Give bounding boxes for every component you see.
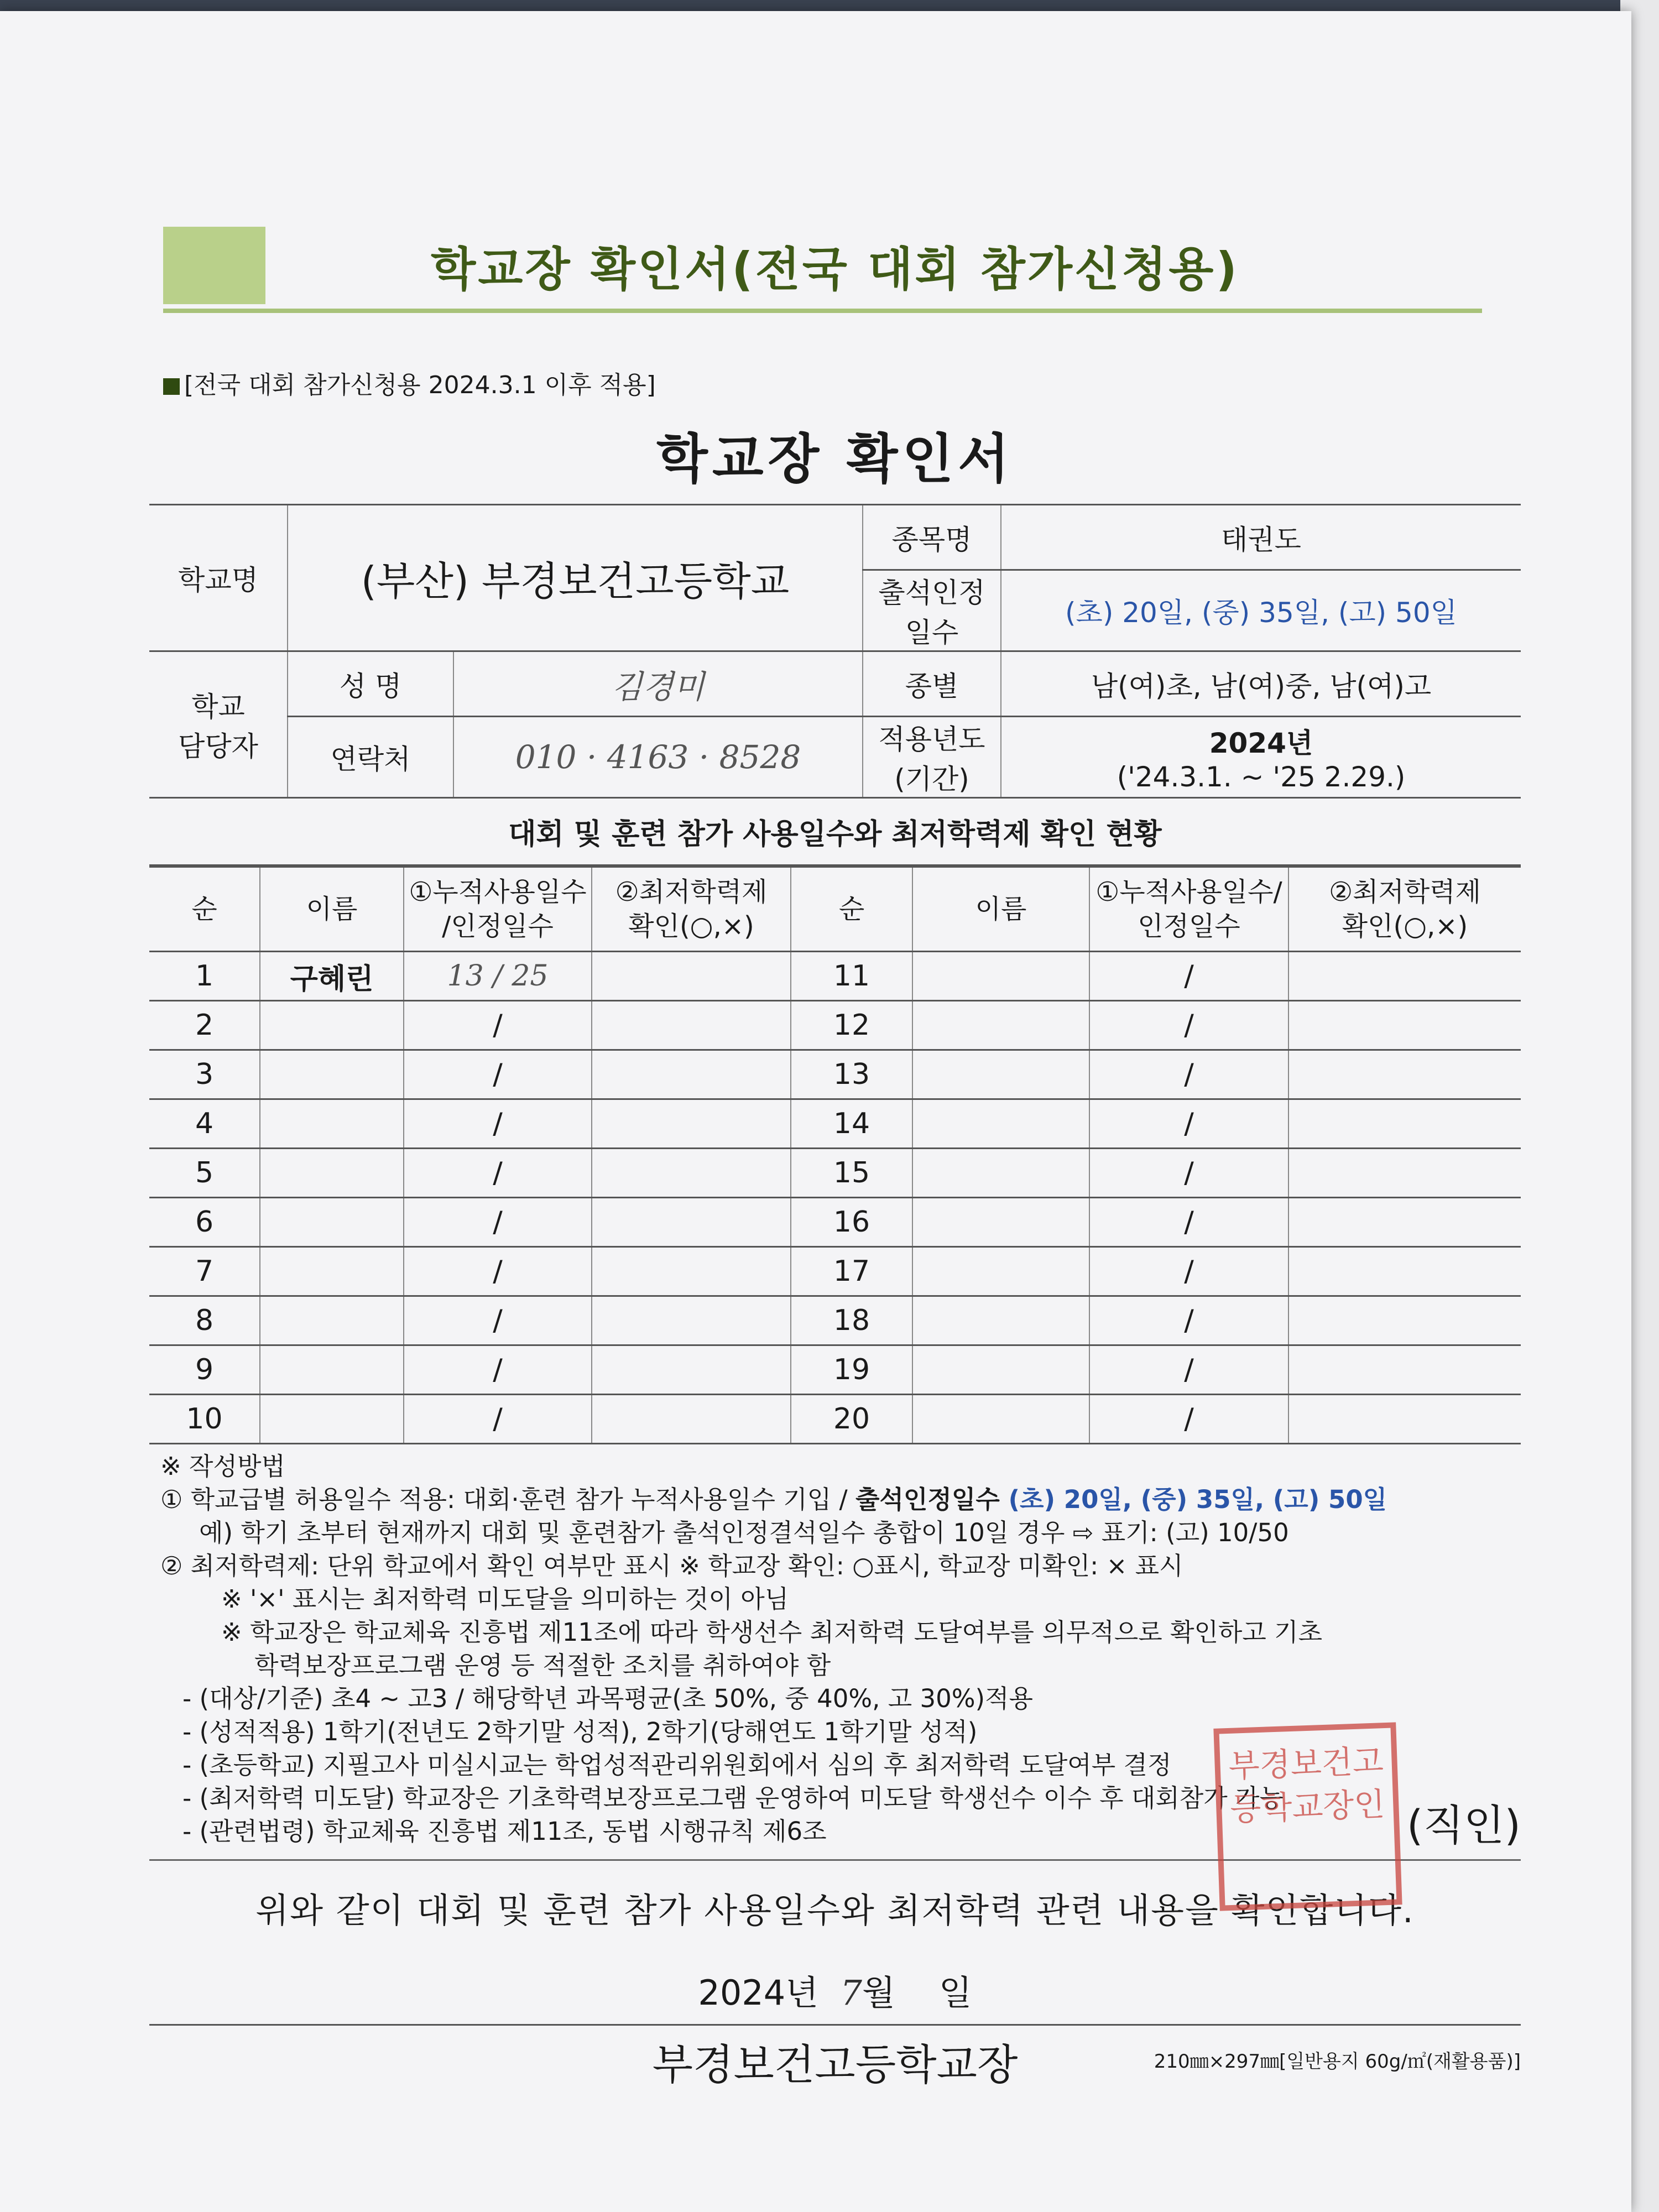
header-check — [592, 867, 791, 952]
detail-4: - (최저학력 미도달) 학교장은 기초학력보장프로그램 운영하여 미도달 학생선수 이수 후 대회참가 가능 — [182, 1783, 1284, 1813]
row-check[interactable] — [592, 1395, 791, 1444]
row-check-right[interactable] — [1288, 1050, 1521, 1099]
attendance-value: (초) 20일, (중) 35일, (고) 50일 — [1001, 570, 1521, 651]
date-line — [149, 1965, 1521, 2015]
bottom-rule — [149, 2024, 1521, 2026]
row-days[interactable]: / — [404, 1050, 592, 1099]
seal-label: (직인) — [1406, 1801, 1521, 1850]
row-days[interactable]: / — [404, 1247, 592, 1296]
row-days-right[interactable]: / — [1089, 1198, 1288, 1247]
phone-label: 연락처 — [288, 717, 453, 798]
row-no: 4 — [149, 1099, 260, 1149]
row-name-right[interactable] — [912, 1296, 1089, 1345]
row-name-right[interactable] — [912, 1050, 1089, 1099]
table-row — [149, 1198, 1521, 1247]
row-no-right: 13 — [791, 1050, 912, 1099]
year-label-line2: (기간) — [894, 763, 969, 795]
year-value-year: 2024년 — [1209, 727, 1313, 759]
row-name-right[interactable] — [912, 952, 1089, 1001]
row-no: 10 — [149, 1395, 260, 1444]
school-name: (부산) 부경보건고등학교 — [288, 505, 863, 651]
header-days — [404, 867, 592, 952]
header-check-right-line1: ②최저학력제 — [1329, 877, 1481, 907]
row-days-right[interactable]: / — [1089, 1247, 1288, 1296]
row-check-right[interactable] — [1288, 1395, 1521, 1444]
row-no-right: 20 — [791, 1395, 912, 1444]
row-check-right[interactable] — [1288, 1001, 1521, 1050]
header-check-line2: 확인(○,×) — [628, 911, 754, 942]
row-no: 1 — [149, 952, 260, 1001]
row-no-right: 14 — [791, 1099, 912, 1149]
row-days-right[interactable]: / — [1089, 952, 1288, 1001]
row-name[interactable] — [260, 1149, 404, 1198]
instruction-1 — [160, 1483, 1521, 1516]
header-days-right-line1: ①누적사용일수/ — [1095, 877, 1282, 907]
name-label: 성 명 — [288, 651, 453, 717]
row-days-right[interactable]: / — [1089, 1345, 1288, 1395]
contact-label-line2: 담당자 — [178, 731, 258, 763]
attendance-label — [863, 570, 1001, 651]
date-day-label: 일 — [938, 1973, 972, 2013]
document-paper — [0, 11, 1631, 2212]
row-days-right[interactable]: / — [1089, 1296, 1288, 1345]
square-bullet-icon — [163, 378, 180, 395]
row-no: 7 — [149, 1247, 260, 1296]
row-check-right[interactable] — [1288, 1345, 1521, 1395]
row-days-right[interactable]: / — [1089, 1001, 1288, 1050]
row-no-right: 12 — [791, 1001, 912, 1050]
row-name[interactable] — [260, 1198, 404, 1247]
row-no-right: 15 — [791, 1149, 912, 1198]
header-days-line2: /인정일수 — [442, 911, 554, 942]
row-days[interactable]: / — [404, 1099, 592, 1149]
row-check-right[interactable] — [1288, 1099, 1521, 1149]
instructions-heading: ※ 작성방법 — [160, 1452, 285, 1481]
header-days-right-line2: 인정일수 — [1138, 911, 1240, 942]
header-no: 순 — [149, 867, 260, 952]
instruction-2: ② 최저학력제: 단위 학교에서 확인 여부만 표시 ※ 학교장 확인: ○표시, 학교장 미확인: × 표시 — [160, 1551, 1183, 1580]
row-name-right[interactable] — [912, 1001, 1089, 1050]
event-label: 종목명 — [863, 505, 1001, 570]
row-check-right[interactable] — [1288, 1247, 1521, 1296]
table-row — [149, 952, 1521, 1001]
year-value — [1001, 717, 1521, 798]
table-row — [149, 1099, 1521, 1149]
instruction-1-bold: 출석인정일수 — [855, 1485, 1000, 1514]
row-no-right: 18 — [791, 1296, 912, 1345]
detail-2: - (성적적용) 1학기(전년도 2학기말 성적), 2학기(당해연도 1학기말 성적) — [182, 1717, 978, 1746]
row-check-right[interactable] — [1288, 1198, 1521, 1247]
row-days-right[interactable]: / — [1089, 1050, 1288, 1099]
row-check[interactable] — [592, 1050, 791, 1099]
header-name: 이름 — [260, 867, 404, 952]
row-days[interactable]: / — [404, 1001, 592, 1050]
date-year: 2024년 — [698, 1973, 819, 2013]
row-no: 6 — [149, 1198, 260, 1247]
year-label — [863, 717, 1001, 798]
row-no: 3 — [149, 1050, 260, 1099]
row-no: 2 — [149, 1001, 260, 1050]
detail-5: - (관련법령) 학교체육 진흥법 제11조, 동법 시행규칙 제6조 — [182, 1817, 827, 1846]
attendance-label-line1: 출석인정 — [878, 577, 985, 609]
row-name-right[interactable] — [912, 1099, 1089, 1149]
row-days-right[interactable]: / — [1089, 1099, 1288, 1149]
table-row — [149, 1296, 1521, 1345]
category-label: 종별 — [863, 651, 1001, 717]
row-check-right[interactable] — [1288, 952, 1521, 1001]
header-no-right: 순 — [791, 867, 912, 952]
row-name-right[interactable] — [912, 1149, 1089, 1198]
header-days-right — [1089, 867, 1288, 952]
date-month[interactable]: 7 — [840, 1973, 862, 2013]
row-check-right[interactable] — [1288, 1149, 1521, 1198]
header-check-line1: ②최저학력제 — [615, 877, 768, 907]
row-days-right[interactable]: / — [1089, 1395, 1288, 1444]
instruction-1-example: 예) 학기 초부터 현재까지 대회 및 훈련참가 출석인정결석일수 총합이 10일 경우 ⇨ 표기: (고) 10/50 — [199, 1518, 1289, 1547]
table-row — [149, 1001, 1521, 1050]
row-no-right: 11 — [791, 952, 912, 1001]
banner-rule — [163, 309, 1482, 313]
detail-3: - (초등학교) 지필고사 미실시교는 학업성적관리위원회에서 심의 후 최저학력 도달여부 결정 — [182, 1750, 1172, 1780]
participation-table — [149, 866, 1521, 1444]
school-label: 학교명 — [149, 505, 288, 651]
row-days[interactable]: / — [404, 1395, 592, 1444]
row-name-right[interactable] — [912, 1345, 1089, 1395]
contact-label-line1: 학교 — [191, 691, 245, 723]
row-days[interactable]: / — [404, 1345, 592, 1395]
table-row — [149, 1345, 1521, 1395]
table-row — [149, 1247, 1521, 1296]
confirmation-text: 위와 같이 대회 및 훈련 참가 사용일수와 최저학력 관련 내용을 확인합니다. — [255, 1890, 1415, 1931]
event-value: 태권도 — [1001, 505, 1521, 570]
row-no: 5 — [149, 1149, 260, 1198]
subnote — [163, 365, 1521, 400]
header-days-line1: ①누적사용일수 — [409, 877, 587, 907]
name-value[interactable]: 김경미 — [453, 651, 863, 717]
row-name[interactable] — [260, 1296, 404, 1345]
row-name[interactable] — [260, 1247, 404, 1296]
banner-title: 학교장 확인서(전국 대회 참가신청용) — [431, 242, 1239, 296]
row-name[interactable] — [260, 1001, 404, 1050]
row-name[interactable] — [260, 1099, 404, 1149]
row-no: 9 — [149, 1345, 260, 1395]
category-value: 남(여)초, 남(여)중, 남(여)고 — [1001, 651, 1521, 717]
row-days-right[interactable]: / — [1089, 1149, 1288, 1198]
contact-person-label — [149, 651, 288, 798]
row-check[interactable] — [592, 1247, 791, 1296]
attendance-label-line2: 일수 — [905, 617, 959, 649]
row-name[interactable] — [260, 1395, 404, 1444]
row-no-right: 16 — [791, 1198, 912, 1247]
row-name-right[interactable] — [912, 1395, 1089, 1444]
header-check-right-line2: 확인(○,×) — [1342, 911, 1468, 942]
instruction-1-values: (초) 20일, (중) 35일, (고) 50일 — [999, 1485, 1387, 1514]
table-row — [149, 1050, 1521, 1099]
row-check[interactable] — [592, 1296, 791, 1345]
row-name[interactable] — [260, 1050, 404, 1099]
official-seal: 부경보건고등학교장인 — [1213, 1722, 1402, 1911]
row-name[interactable] — [260, 1345, 404, 1395]
row-no-right: 19 — [791, 1345, 912, 1395]
row-check[interactable] — [592, 1099, 791, 1149]
year-label-line1: 적용년도 — [878, 723, 985, 755]
row-check[interactable] — [592, 952, 791, 1001]
banner — [149, 221, 1521, 315]
table-row — [149, 1395, 1521, 1444]
section-title: 대회 및 훈련 참가 사용일수와 최저학력제 확인 현황 — [149, 799, 1521, 866]
year-value-period: ('24.3.1. ~ '25 2.29.) — [1117, 761, 1406, 793]
row-check[interactable] — [592, 1198, 791, 1247]
table-row — [149, 1149, 1521, 1198]
header-name-right: 이름 — [912, 867, 1089, 952]
info-table — [149, 504, 1521, 799]
row-days[interactable]: / — [404, 1296, 592, 1345]
row-days[interactable]: / — [404, 1198, 592, 1247]
row-check[interactable] — [592, 1345, 791, 1395]
instruction-1-text: ① 학교급별 허용일수 적용: 대회·훈련 참가 누적사용일수 기입 / — [160, 1485, 855, 1514]
detail-1: - (대상/기준) 초4 ~ 고3 / 해당학년 과목평균(초 50%, 중 40%, 고 30%)적용 — [182, 1684, 1033, 1713]
row-name-right[interactable] — [912, 1247, 1089, 1296]
date-month-label: 월 — [862, 1973, 895, 2013]
instruction-2-note-a: ※ '×' 표시는 최저학력 미도달을 의미하는 것이 아님 — [221, 1584, 789, 1614]
row-check[interactable] — [592, 1149, 791, 1198]
table-header-row — [149, 867, 1521, 952]
instruction-2-note-b: ※ 학교장은 학교체육 진흥법 제11조에 따라 학생선수 최저학력 도달여부를 의무적으로 확인하고 기초 — [221, 1618, 1323, 1647]
principal-name: 부경보건고등학교장 — [652, 2040, 1018, 2089]
row-no: 8 — [149, 1296, 260, 1345]
row-name-right[interactable] — [912, 1198, 1089, 1247]
row-check-right[interactable] — [1288, 1296, 1521, 1345]
row-no-right: 17 — [791, 1247, 912, 1296]
main-title: 학교장 확인서 — [656, 428, 1014, 490]
row-days[interactable]: 13 / 25 — [404, 952, 592, 1001]
phone-value[interactable]: 010 · 4163 · 8528 — [453, 717, 863, 798]
instruction-2-note-c: 학력보장프로그램 운영 등 적절한 조치를 취하여야 함 — [254, 1651, 831, 1680]
subnote-text: [전국 대회 참가신청용 2024.3.1 이후 적용] — [184, 371, 656, 399]
header-check-right — [1288, 867, 1521, 952]
row-check[interactable] — [592, 1001, 791, 1050]
row-days[interactable]: / — [404, 1149, 592, 1198]
paper-spec-footer: 210㎜×297㎜[일반용지 60g/㎡(재활용품)] — [1154, 2051, 1521, 2073]
row-name[interactable]: 구혜린 — [260, 952, 404, 1001]
